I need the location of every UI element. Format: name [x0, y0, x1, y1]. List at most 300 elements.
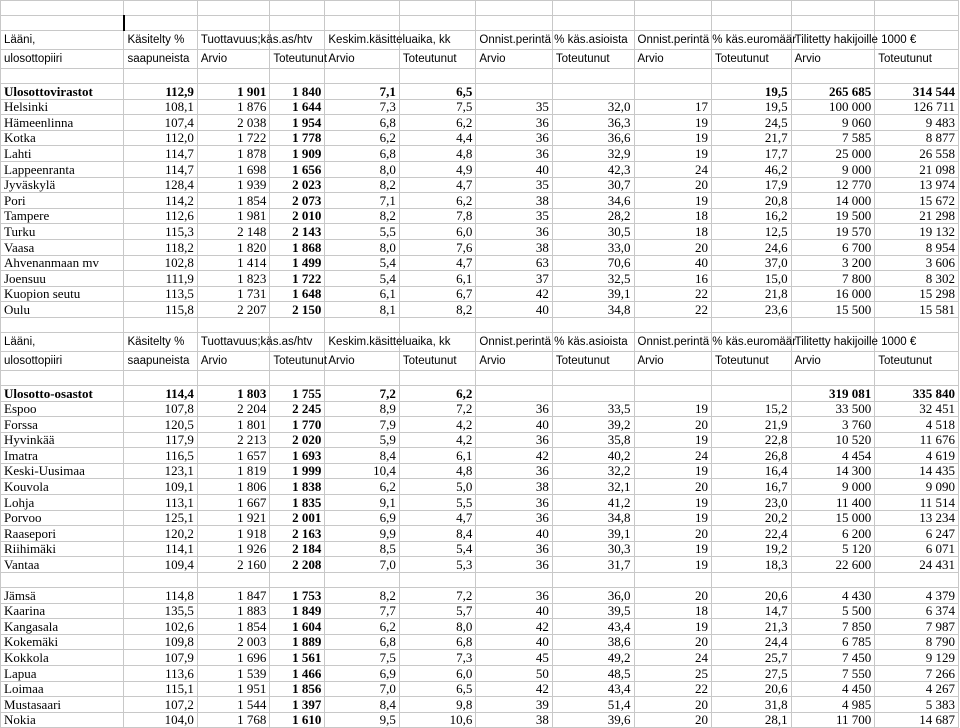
data-cell[interactable]: 3 760 [791, 417, 875, 433]
data-cell[interactable]: 38 [476, 193, 553, 209]
data-cell[interactable]: 1 876 [197, 99, 269, 115]
data-cell[interactable]: 6,8 [399, 634, 476, 650]
empty-cell[interactable] [325, 69, 399, 84]
data-cell[interactable]: 2 208 [270, 557, 325, 573]
data-cell[interactable]: 36 [476, 401, 553, 417]
data-cell[interactable]: 20 [634, 697, 712, 713]
data-cell[interactable]: 6,8 [325, 115, 399, 131]
data-cell[interactable]: 35 [476, 177, 553, 193]
header-cell[interactable]: Lääni, [1, 31, 124, 50]
data-cell[interactable]: 1 753 [270, 588, 325, 604]
data-cell[interactable]: 1 397 [270, 697, 325, 713]
empty-cell[interactable] [712, 370, 792, 385]
empty-cell[interactable] [270, 1, 325, 16]
empty-cell[interactable] [325, 573, 399, 588]
data-cell[interactable]: 32,5 [552, 271, 634, 287]
row-label-cell[interactable]: Helsinki [1, 99, 124, 115]
empty-cell[interactable] [875, 370, 959, 385]
data-cell[interactable]: 6 247 [875, 526, 959, 542]
data-cell[interactable]: 21,8 [712, 286, 792, 302]
data-cell[interactable]: 6 700 [791, 239, 875, 255]
data-cell[interactable]: 9 000 [791, 161, 875, 177]
header-cell[interactable]: Toteutunut [399, 50, 476, 69]
data-cell[interactable]: 6,1 [325, 286, 399, 302]
data-cell[interactable]: 36 [476, 588, 553, 604]
header-cell[interactable]: ulosottopiiri [1, 351, 124, 370]
data-cell[interactable]: 4 450 [791, 681, 875, 697]
data-cell[interactable]: 22 [634, 681, 712, 697]
data-cell[interactable]: 9 060 [791, 115, 875, 131]
row-label-cell[interactable]: Tampere [1, 208, 124, 224]
empty-cell[interactable] [552, 573, 634, 588]
empty-cell[interactable] [325, 1, 399, 16]
header-cell[interactable]: Tilitetty hakijoille 1000 € [791, 31, 875, 50]
data-cell[interactable]: 5,3 [399, 557, 476, 573]
empty-cell[interactable] [197, 1, 269, 16]
row-label-cell[interactable]: Porvoo [1, 510, 124, 526]
data-cell[interactable]: 24 [634, 161, 712, 177]
empty-cell[interactable] [325, 317, 399, 332]
data-cell[interactable]: 24,4 [712, 634, 792, 650]
data-cell[interactable]: 12 770 [791, 177, 875, 193]
data-cell[interactable]: 30,7 [552, 177, 634, 193]
empty-cell[interactable] [634, 317, 712, 332]
data-cell[interactable]: 7,1 [325, 84, 399, 100]
empty-cell[interactable] [1, 573, 124, 588]
data-cell[interactable] [634, 385, 712, 401]
empty-cell[interactable] [476, 317, 553, 332]
data-cell[interactable]: 1 868 [270, 239, 325, 255]
data-cell[interactable] [712, 385, 792, 401]
data-cell[interactable]: 40 [476, 302, 553, 318]
empty-cell[interactable] [552, 370, 634, 385]
row-label-cell[interactable]: Lapua [1, 666, 124, 682]
data-cell[interactable]: 6,9 [325, 666, 399, 682]
data-cell[interactable]: 8,4 [325, 697, 399, 713]
header-cell[interactable]: Toteutunut [552, 50, 634, 69]
header-cell[interactable]: Toteutunut [270, 50, 325, 69]
data-cell[interactable]: 120,2 [124, 526, 197, 542]
data-cell[interactable]: 1 755 [270, 385, 325, 401]
data-cell[interactable]: 51,4 [552, 697, 634, 713]
data-cell[interactable]: 36,0 [552, 588, 634, 604]
data-cell[interactable]: 6,2 [325, 479, 399, 495]
header-cell[interactable]: Arvio [197, 351, 269, 370]
data-cell[interactable]: 1 731 [197, 286, 269, 302]
data-cell[interactable]: 20 [634, 479, 712, 495]
empty-cell[interactable] [552, 16, 634, 31]
data-cell[interactable]: 6 785 [791, 634, 875, 650]
data-cell[interactable]: 6,5 [399, 681, 476, 697]
data-cell[interactable]: 1 847 [197, 588, 269, 604]
data-cell[interactable]: 319 081 [791, 385, 875, 401]
empty-cell[interactable] [634, 573, 712, 588]
data-cell[interactable]: 39,5 [552, 603, 634, 619]
data-cell[interactable]: 4,7 [399, 255, 476, 271]
data-cell[interactable]: 1 954 [270, 115, 325, 131]
data-cell[interactable]: 20,8 [712, 193, 792, 209]
empty-cell[interactable] [634, 370, 712, 385]
header-cell[interactable]: Tilitetty hakijoille 1000 € [791, 332, 875, 351]
data-cell[interactable]: 19 [634, 130, 712, 146]
data-cell[interactable]: 118,2 [124, 239, 197, 255]
data-cell[interactable]: 1 981 [197, 208, 269, 224]
data-cell[interactable]: 7 585 [791, 130, 875, 146]
data-cell[interactable]: 8,0 [325, 239, 399, 255]
data-cell[interactable]: 16 [634, 271, 712, 287]
data-cell[interactable]: 120,5 [124, 417, 197, 433]
data-cell[interactable]: 19 [634, 541, 712, 557]
row-label-cell[interactable]: Joensuu [1, 271, 124, 287]
data-cell[interactable]: 1 648 [270, 286, 325, 302]
data-cell[interactable]: 4,8 [399, 146, 476, 162]
header-cell[interactable]: Arvio [197, 50, 269, 69]
data-cell[interactable]: 35,8 [552, 432, 634, 448]
data-cell[interactable]: 20,6 [712, 681, 792, 697]
data-cell[interactable]: 2 207 [197, 302, 269, 318]
data-cell[interactable]: 112,0 [124, 130, 197, 146]
data-cell[interactable]: 7,2 [399, 588, 476, 604]
empty-cell[interactable] [712, 16, 792, 31]
data-cell[interactable]: 33,5 [552, 401, 634, 417]
empty-cell[interactable] [476, 573, 553, 588]
data-cell[interactable]: 38,6 [552, 634, 634, 650]
data-cell[interactable]: 9,8 [399, 697, 476, 713]
data-cell[interactable]: 1 698 [197, 161, 269, 177]
data-cell[interactable]: 7,7 [325, 603, 399, 619]
empty-cell[interactable] [875, 1, 959, 16]
data-cell[interactable]: 2 163 [270, 526, 325, 542]
data-cell[interactable]: 2 023 [270, 177, 325, 193]
row-label-cell[interactable]: Riihimäki [1, 541, 124, 557]
data-cell[interactable]: 8,1 [325, 302, 399, 318]
data-cell[interactable]: 108,1 [124, 99, 197, 115]
data-cell[interactable]: 20 [634, 712, 712, 728]
data-cell[interactable]: 4 379 [875, 588, 959, 604]
data-cell[interactable]: 38 [476, 239, 553, 255]
header-cell[interactable]: Toteutunut [270, 351, 325, 370]
empty-cell[interactable] [552, 1, 634, 16]
data-cell[interactable]: 265 685 [791, 84, 875, 100]
data-cell[interactable]: 126 711 [875, 99, 959, 115]
data-cell[interactable]: 1 878 [197, 146, 269, 162]
data-cell[interactable]: 20 [634, 239, 712, 255]
data-cell[interactable]: 28,2 [552, 208, 634, 224]
data-cell[interactable]: 314 544 [875, 84, 959, 100]
data-cell[interactable]: 11 400 [791, 495, 875, 511]
data-cell[interactable]: 23,6 [712, 302, 792, 318]
data-cell[interactable]: 6,1 [399, 271, 476, 287]
data-cell[interactable]: 42 [476, 619, 553, 635]
data-cell[interactable]: 24 431 [875, 557, 959, 573]
empty-cell[interactable] [552, 317, 634, 332]
data-cell[interactable]: 33 500 [791, 401, 875, 417]
data-cell[interactable]: 114,2 [124, 193, 197, 209]
data-cell[interactable]: 36 [476, 495, 553, 511]
data-cell[interactable]: 1 889 [270, 634, 325, 650]
data-cell[interactable]: 32,2 [552, 463, 634, 479]
data-cell[interactable]: 1 539 [197, 666, 269, 682]
empty-cell[interactable] [875, 317, 959, 332]
data-cell[interactable]: 22 [634, 302, 712, 318]
data-cell[interactable]: 2 003 [197, 634, 269, 650]
empty-cell[interactable] [791, 370, 875, 385]
data-cell[interactable]: 42 [476, 286, 553, 302]
data-cell[interactable]: 1 921 [197, 510, 269, 526]
header-cell[interactable]: Toteutunut [552, 351, 634, 370]
data-cell[interactable]: 19 570 [791, 224, 875, 240]
data-cell[interactable]: 40 [476, 634, 553, 650]
data-cell[interactable]: 32 451 [875, 401, 959, 417]
data-cell[interactable]: 102,6 [124, 619, 197, 635]
data-cell[interactable]: 7,0 [325, 557, 399, 573]
data-cell[interactable]: 20 [634, 526, 712, 542]
data-cell[interactable]: 8 790 [875, 634, 959, 650]
data-cell[interactable]: 24,5 [712, 115, 792, 131]
data-cell[interactable]: 18,3 [712, 557, 792, 573]
header-cell[interactable]: Toteutunut [399, 351, 476, 370]
data-cell[interactable]: 26,8 [712, 448, 792, 464]
empty-cell[interactable] [1, 317, 124, 332]
row-label-cell[interactable]: Lohja [1, 495, 124, 511]
empty-cell[interactable] [552, 69, 634, 84]
row-label-cell[interactable]: Kokkola [1, 650, 124, 666]
data-cell[interactable]: 1 819 [197, 463, 269, 479]
data-cell[interactable]: 17 [634, 99, 712, 115]
data-cell[interactable]: 5,5 [325, 224, 399, 240]
row-label-cell[interactable]: Kangasala [1, 619, 124, 635]
data-cell[interactable]: 19 [634, 115, 712, 131]
data-cell[interactable]: 117,9 [124, 432, 197, 448]
data-cell[interactable]: 40,2 [552, 448, 634, 464]
data-cell[interactable]: 1 854 [197, 619, 269, 635]
data-cell[interactable]: 102,8 [124, 255, 197, 271]
data-cell[interactable]: 25,7 [712, 650, 792, 666]
data-cell[interactable] [552, 385, 634, 401]
header-cell[interactable]: Arvio [634, 351, 712, 370]
row-label-cell[interactable]: Kaarina [1, 603, 124, 619]
data-cell[interactable]: 14,7 [712, 603, 792, 619]
data-cell[interactable]: 19 [634, 557, 712, 573]
data-cell[interactable]: 24,6 [712, 239, 792, 255]
data-cell[interactable]: 4 267 [875, 681, 959, 697]
data-cell[interactable]: 35 [476, 208, 553, 224]
empty-cell[interactable] [476, 16, 553, 31]
header-cell[interactable]: Onnist.perintä % käs.asioista [476, 332, 553, 351]
data-cell[interactable]: 19 500 [791, 208, 875, 224]
header-cell[interactable]: Onnist.perintä % käs.euromäär [634, 332, 712, 351]
data-cell[interactable]: 20 [634, 177, 712, 193]
data-cell[interactable]: 111,9 [124, 271, 197, 287]
data-cell[interactable]: 1 801 [197, 417, 269, 433]
data-cell[interactable]: 6 200 [791, 526, 875, 542]
row-label-cell[interactable]: Kotka [1, 130, 124, 146]
data-cell[interactable]: 40 [476, 603, 553, 619]
data-cell[interactable]: 6 374 [875, 603, 959, 619]
data-cell[interactable]: 35 [476, 99, 553, 115]
empty-cell[interactable] [476, 69, 553, 84]
data-cell[interactable]: 23,0 [712, 495, 792, 511]
data-cell[interactable]: 2 184 [270, 541, 325, 557]
data-cell[interactable]: 1 499 [270, 255, 325, 271]
data-cell[interactable]: 8,2 [325, 177, 399, 193]
data-cell[interactable]: 1 656 [270, 161, 325, 177]
data-cell[interactable]: 9,9 [325, 526, 399, 542]
data-cell[interactable]: 114,8 [124, 588, 197, 604]
data-cell[interactable]: 9,1 [325, 495, 399, 511]
header-cell[interactable]: Arvio [634, 50, 712, 69]
header-cell[interactable]: Onnist.perintä % käs.asioista [476, 31, 553, 50]
data-cell[interactable]: 4,9 [399, 161, 476, 177]
header-cell[interactable]: saapuneista [124, 50, 197, 69]
data-cell[interactable]: 8,2 [325, 588, 399, 604]
data-cell[interactable]: 1 722 [197, 130, 269, 146]
data-cell[interactable]: 27,5 [712, 666, 792, 682]
empty-cell[interactable] [875, 16, 959, 31]
data-cell[interactable]: 32,9 [552, 146, 634, 162]
data-cell[interactable]: 17,9 [712, 177, 792, 193]
data-cell[interactable]: 14 435 [875, 463, 959, 479]
data-cell[interactable]: 15 000 [791, 510, 875, 526]
data-cell[interactable]: 38 [476, 712, 553, 728]
data-cell[interactable]: 1 778 [270, 130, 325, 146]
data-cell[interactable]: 25 [634, 666, 712, 682]
data-cell[interactable]: 1 544 [197, 697, 269, 713]
data-cell[interactable]: 14 300 [791, 463, 875, 479]
data-cell[interactable]: 113,1 [124, 495, 197, 511]
data-cell[interactable]: 114,1 [124, 541, 197, 557]
header-cell[interactable]: Toteutunut [712, 351, 792, 370]
data-cell[interactable]: 39,6 [552, 712, 634, 728]
data-cell[interactable]: 19 [634, 193, 712, 209]
row-label-cell[interactable]: Espoo [1, 401, 124, 417]
data-cell[interactable]: 1 657 [197, 448, 269, 464]
empty-cell[interactable] [325, 370, 399, 385]
empty-cell[interactable] [634, 69, 712, 84]
data-cell[interactable]: 36 [476, 224, 553, 240]
empty-cell[interactable] [399, 1, 476, 16]
data-cell[interactable]: 4 430 [791, 588, 875, 604]
header-cell[interactable]: Käsitelty % [124, 332, 197, 351]
data-cell[interactable]: 34,8 [552, 302, 634, 318]
data-cell[interactable]: 43,4 [552, 681, 634, 697]
data-cell[interactable]: 4,8 [399, 463, 476, 479]
data-cell[interactable]: 1 466 [270, 666, 325, 682]
data-cell[interactable]: 40 [476, 417, 553, 433]
data-cell[interactable]: 6,2 [399, 385, 476, 401]
data-cell[interactable]: 123,1 [124, 463, 197, 479]
header-cell[interactable]: saapuneista [124, 351, 197, 370]
data-cell[interactable]: 15 581 [875, 302, 959, 318]
data-cell[interactable]: 8,0 [325, 161, 399, 177]
data-cell[interactable]: 6,2 [325, 619, 399, 635]
empty-cell[interactable] [270, 16, 325, 31]
data-cell[interactable]: 4 454 [791, 448, 875, 464]
data-cell[interactable]: 11 514 [875, 495, 959, 511]
data-cell[interactable]: 1 838 [270, 479, 325, 495]
data-cell[interactable]: 19,5 [712, 99, 792, 115]
data-cell[interactable]: 19 [634, 463, 712, 479]
data-cell[interactable]: 8,5 [325, 541, 399, 557]
empty-cell[interactable] [1, 69, 124, 84]
data-cell[interactable]: 4,2 [399, 432, 476, 448]
data-cell[interactable]: 1 722 [270, 271, 325, 287]
empty-cell[interactable] [712, 69, 792, 84]
data-cell[interactable]: 5,4 [325, 271, 399, 287]
data-cell[interactable]: 2 020 [270, 432, 325, 448]
data-cell[interactable]: 7 850 [791, 619, 875, 635]
row-label-cell[interactable]: Ulosotto-osastot [1, 385, 124, 401]
data-cell[interactable]: 9,5 [325, 712, 399, 728]
data-cell[interactable]: 48,5 [552, 666, 634, 682]
data-cell[interactable]: 1 999 [270, 463, 325, 479]
data-cell[interactable]: 39,1 [552, 286, 634, 302]
data-cell[interactable]: 7 266 [875, 666, 959, 682]
header-cell[interactable]: Lääni, [1, 332, 124, 351]
data-cell[interactable]: 15,2 [712, 401, 792, 417]
data-cell[interactable]: 8 302 [875, 271, 959, 287]
data-cell[interactable]: 70,6 [552, 255, 634, 271]
data-cell[interactable]: 21,9 [712, 417, 792, 433]
empty-cell[interactable] [325, 16, 399, 31]
data-cell[interactable]: 24 [634, 448, 712, 464]
empty-cell[interactable] [712, 573, 792, 588]
data-cell[interactable]: 2 073 [270, 193, 325, 209]
data-cell[interactable]: 7,5 [325, 650, 399, 666]
row-label-cell[interactable]: Kuopion seutu [1, 286, 124, 302]
data-cell[interactable]: 115,1 [124, 681, 197, 697]
data-cell[interactable]: 6,0 [399, 224, 476, 240]
data-cell[interactable]: 11 676 [875, 432, 959, 448]
data-cell[interactable]: 42 [476, 448, 553, 464]
data-cell[interactable]: 24 [634, 650, 712, 666]
data-cell[interactable]: 32,1 [552, 479, 634, 495]
data-cell[interactable]: 15 298 [875, 286, 959, 302]
empty-cell[interactable] [270, 317, 325, 332]
data-cell[interactable]: 20,2 [712, 510, 792, 526]
data-cell[interactable] [634, 84, 712, 100]
data-cell[interactable]: 7 450 [791, 650, 875, 666]
data-cell[interactable]: 19,5 [712, 84, 792, 100]
data-cell[interactable]: 20 [634, 417, 712, 433]
data-cell[interactable]: 2 038 [197, 115, 269, 131]
empty-cell[interactable] [399, 317, 476, 332]
empty-cell[interactable] [791, 573, 875, 588]
empty-cell[interactable] [124, 370, 197, 385]
empty-cell[interactable] [399, 69, 476, 84]
data-cell[interactable]: 37 [476, 271, 553, 287]
header-cell[interactable]: Arvio [476, 50, 553, 69]
row-label-cell[interactable]: Kokemäki [1, 634, 124, 650]
data-cell[interactable]: 36 [476, 541, 553, 557]
data-cell[interactable]: 30,3 [552, 541, 634, 557]
data-cell[interactable]: 7,1 [325, 193, 399, 209]
data-cell[interactable]: 112,9 [124, 84, 197, 100]
data-cell[interactable]: 6,5 [399, 84, 476, 100]
data-cell[interactable]: 5,9 [325, 432, 399, 448]
data-cell[interactable]: 30,5 [552, 224, 634, 240]
data-cell[interactable]: 34,6 [552, 193, 634, 209]
header-cell[interactable]: Arvio [325, 50, 399, 69]
data-cell[interactable]: 2 213 [197, 432, 269, 448]
data-cell[interactable]: 8,9 [325, 401, 399, 417]
row-label-cell[interactable]: Nokia [1, 712, 124, 728]
data-cell[interactable]: 22 [634, 286, 712, 302]
header-cell[interactable]: Toteutunut [712, 50, 792, 69]
data-cell[interactable]: 18 [634, 208, 712, 224]
data-cell[interactable]: 114,7 [124, 146, 197, 162]
data-cell[interactable]: 9 090 [875, 479, 959, 495]
